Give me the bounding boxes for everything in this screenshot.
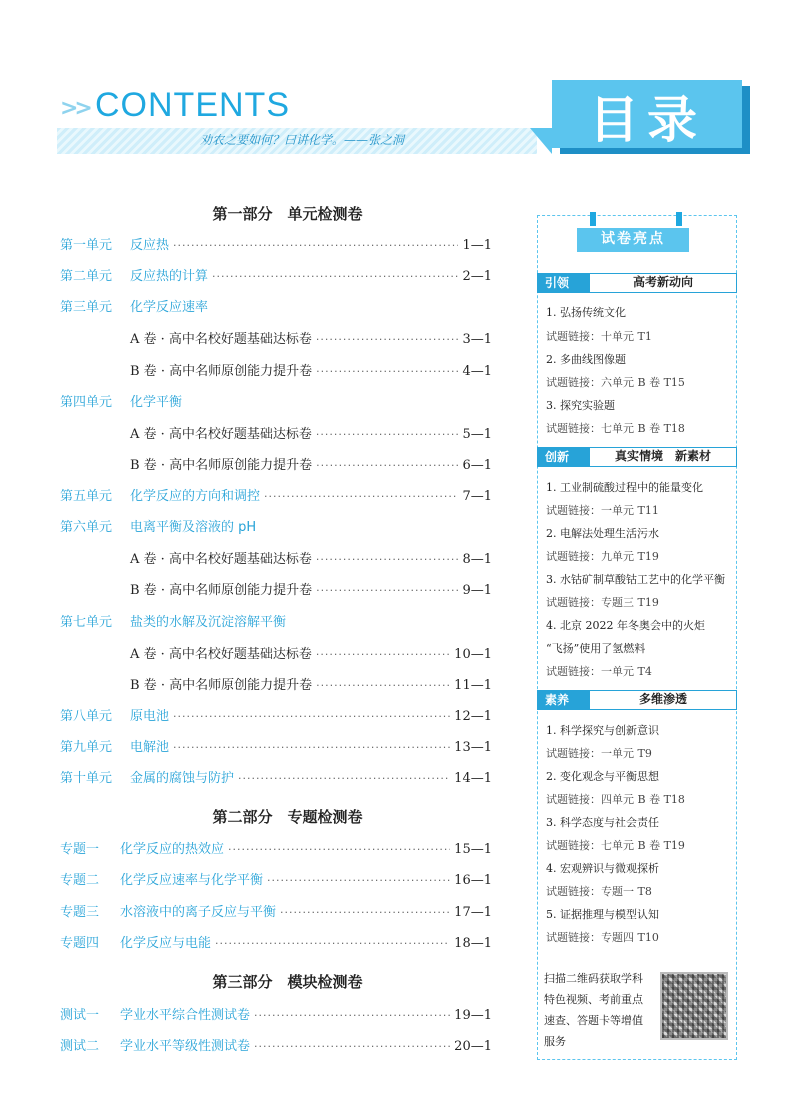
toc-row[interactable]	[60, 769, 492, 789]
toc-leader	[316, 550, 459, 570]
toc-unit: 专题三	[60, 905, 100, 920]
toc-page: 8—1	[462, 552, 492, 567]
qr-code-icon[interactable]	[660, 972, 728, 1040]
toc-title: 化学反应速率	[130, 300, 209, 315]
toc-page: 17—1	[454, 905, 492, 920]
highlight-item: 2. 变化观念与平衡思想	[546, 770, 659, 783]
contents-heading: CONTENTS	[95, 86, 290, 124]
group-heading: 真实情境 新素材	[589, 447, 737, 467]
toc-unit: 第六单元	[60, 520, 113, 535]
toc-unit: 第二单元	[60, 269, 113, 284]
toc-row[interactable]	[60, 393, 492, 413]
section-title-2: 第二部分 专题检测卷	[212, 808, 363, 826]
toc-title: 金属的腐蚀与防护	[130, 771, 235, 786]
qr-caption-line: 特色视频、考前重点	[544, 993, 643, 1006]
toc-leader	[316, 676, 450, 696]
highlight-item: “飞扬”使用了氢燃料	[546, 642, 646, 655]
group-tag: 引领	[537, 273, 589, 293]
toc-title: 反应热	[130, 238, 170, 253]
toc-title: 原电池	[130, 709, 170, 724]
toc-page: 12—1	[454, 709, 492, 724]
toc-page: 15—1	[454, 842, 492, 857]
toc-title: 电离平衡及溶液的 pH	[130, 520, 257, 535]
toc-title: B 卷 · 高中名师原创能力提升卷	[130, 458, 313, 473]
section-title-1: 第一部分 单元检测卷	[212, 205, 363, 223]
toc-leader	[173, 707, 450, 727]
toc-row[interactable]	[60, 934, 492, 954]
group-header-innovation	[537, 447, 737, 467]
toc-row[interactable]	[60, 738, 492, 758]
toc-row[interactable]	[60, 840, 492, 860]
toc-page: 3—1	[462, 332, 492, 347]
qr-caption	[544, 968, 656, 1052]
group-tag: 创新	[537, 447, 589, 467]
toc-row[interactable]	[60, 903, 492, 923]
toc-leader	[316, 330, 459, 350]
toc-row[interactable]	[60, 236, 492, 256]
toc-page: 18—1	[454, 936, 492, 951]
toc-unit: 第一单元	[60, 238, 113, 253]
toc-unit: 第三单元	[60, 300, 113, 315]
toc-page: 16—1	[454, 873, 492, 888]
highlight-link: 试题链接：专题三 T19	[546, 596, 659, 609]
highlight-item: 1. 弘扬传统文化	[546, 306, 626, 319]
toc-unit: 测试二	[60, 1039, 100, 1054]
toc-subrow[interactable]	[130, 550, 492, 570]
highlight-link: 试题链接：一单元 T9	[546, 747, 652, 760]
toc-title: 化学反应的方向和调控	[130, 489, 261, 504]
highlight-item: 3. 水钴矿制草酸钴工艺中的化学平衡	[546, 573, 725, 586]
toc-title: A 卷 · 高中名校好题基础达标卷	[130, 647, 312, 662]
highlight-link: 试题链接：一单元 T11	[546, 504, 659, 517]
toc-leader	[238, 769, 450, 789]
toc-title: 学业水平等级性测试卷	[120, 1039, 251, 1054]
toc-page: 9—1	[462, 583, 492, 598]
highlight-link: 试题链接：专题一 T8	[546, 885, 652, 898]
toc-title: 学业水平综合性测试卷	[120, 1008, 251, 1023]
toc-title: B 卷 · 高中名师原创能力提升卷	[130, 364, 313, 379]
header-arrows: >>	[60, 96, 89, 121]
toc-unit: 专题二	[60, 873, 100, 888]
highlight-item: 5. 证据推理与模型认知	[546, 908, 659, 921]
toc-subrow[interactable]	[130, 645, 492, 665]
highlight-item: 3. 科学态度与社会责任	[546, 816, 659, 829]
toc-leader	[316, 425, 459, 445]
toc-row[interactable]	[60, 487, 492, 507]
toc-row[interactable]	[60, 1006, 492, 1026]
toc-page: 6—1	[462, 458, 492, 473]
toc-leader	[264, 487, 458, 507]
toc-row[interactable]	[60, 1037, 492, 1057]
header-stripe-tail	[530, 128, 552, 154]
group-heading: 多维渗透	[589, 690, 737, 710]
highlight-link: 试题链接：四单元 B 卷 T18	[546, 793, 685, 806]
toc-subrow[interactable]	[130, 362, 492, 382]
group-header-literacy	[537, 690, 737, 710]
toc-page: 13—1	[454, 740, 492, 755]
toc-leader	[228, 840, 450, 860]
toc-page: 7—1	[462, 489, 492, 504]
highlight-item: 2. 多曲线图像题	[546, 353, 626, 366]
panel-pin-left	[590, 212, 596, 226]
highlight-link: 试题链接：十单元 T1	[546, 330, 652, 343]
toc-unit: 第九单元	[60, 740, 113, 755]
toc-unit: 测试一	[60, 1008, 100, 1023]
toc-title: 化学反应的热效应	[120, 842, 225, 857]
toc-subrow[interactable]	[130, 330, 492, 350]
qr-caption-line: 速查、答题卡等增值	[544, 1014, 643, 1027]
highlight-link: 试题链接：九单元 T19	[546, 550, 659, 563]
toc-subrow[interactable]	[130, 425, 492, 445]
toc-leader	[316, 362, 458, 382]
highlight-link: 试题链接：专题四 T10	[546, 931, 659, 944]
qr-caption-line: 服务	[544, 1035, 566, 1048]
toc-title: 电解池	[130, 740, 170, 755]
highlight-link: 试题链接：七单元 B 卷 T19	[546, 839, 685, 852]
toc-leader	[280, 903, 450, 923]
toc-page: 1—1	[462, 238, 492, 253]
toc-row[interactable]	[60, 298, 492, 318]
toc-leader	[215, 934, 450, 954]
toc-title: 水溶液中的离子反应与平衡	[120, 905, 277, 920]
toc-title: 化学平衡	[130, 395, 183, 410]
toc-unit: 第五单元	[60, 489, 113, 504]
highlight-link: 试题链接：六单元 B 卷 T15	[546, 376, 685, 389]
highlight-link: 试题链接：七单元 B 卷 T18	[546, 422, 685, 435]
toc-subrow[interactable]	[130, 676, 492, 696]
toc-title: 化学反应速率与化学平衡	[120, 873, 264, 888]
toc-leader	[316, 645, 450, 665]
group-tag: 素养	[537, 690, 589, 710]
highlight-link: 试题链接：一单元 T4	[546, 665, 652, 678]
highlight-item: 4. 北京 2022 年冬奥会中的火炬	[546, 619, 705, 632]
toc-leader	[267, 871, 450, 891]
toc-unit: 第十单元	[60, 771, 113, 786]
highlights-title: 试卷亮点	[577, 228, 689, 252]
highlight-item: 1. 工业制硫酸过程中的能量变化	[546, 481, 703, 494]
toc-row[interactable]	[60, 613, 492, 633]
toc-unit: 第七单元	[60, 615, 113, 630]
toc-leader	[212, 267, 458, 287]
toc-subrow[interactable]	[130, 581, 492, 601]
toc-title: 化学反应与电能	[120, 936, 212, 951]
toc-row[interactable]	[60, 871, 492, 891]
toc-row[interactable]	[60, 518, 492, 538]
panel-pin-right	[676, 212, 682, 226]
toc-row[interactable]	[60, 267, 492, 287]
toc-page: 11—1	[454, 678, 492, 693]
toc-page: 20—1	[454, 1039, 492, 1054]
toc-page: 4—1	[462, 364, 492, 379]
toc-unit: 专题一	[60, 842, 100, 857]
group-header-lead	[537, 273, 737, 293]
toc-title: A 卷 · 高中名校好题基础达标卷	[130, 552, 312, 567]
highlight-item: 4. 宏观辨识与微观探析	[546, 862, 659, 875]
toc-page: 2—1	[462, 269, 492, 284]
toc-unit: 第八单元	[60, 709, 113, 724]
highlight-item: 3. 探究实验题	[546, 399, 615, 412]
toc-subrow[interactable]	[130, 456, 492, 476]
toc-leader	[173, 236, 458, 256]
toc-leader	[254, 1037, 450, 1057]
toc-leader	[316, 456, 458, 476]
toc-title: 盐类的水解及沉淀溶解平衡	[130, 615, 287, 630]
toc-unit: 第四单元	[60, 395, 113, 410]
highlight-item: 2. 电解法处理生活污水	[546, 527, 659, 540]
group-heading: 高考新动向	[589, 273, 737, 293]
toc-title: B 卷 · 高中名师原创能力提升卷	[130, 583, 313, 598]
highlight-item: 1. 科学探究与创新意识	[546, 724, 659, 737]
toc-leader	[316, 581, 458, 601]
toc-title: A 卷 · 高中名校好题基础达标卷	[130, 427, 312, 442]
mulu-title: 目录	[589, 91, 705, 149]
toc-title: 反应热的计算	[130, 269, 209, 284]
toc-unit: 专题四	[60, 936, 100, 951]
toc-page: 10—1	[454, 647, 492, 662]
header-quote: 劝农之要如何？曰讲化学。——张之洞	[200, 133, 405, 147]
toc-page: 19—1	[454, 1008, 492, 1023]
toc-leader	[173, 738, 450, 758]
qr-caption-line: 扫描二维码获取学科	[544, 972, 643, 985]
toc-page: 14—1	[454, 771, 492, 786]
toc-leader	[254, 1006, 450, 1026]
toc-title: A 卷 · 高中名校好题基础达标卷	[130, 332, 312, 347]
section-title-3: 第三部分 模块检测卷	[212, 973, 363, 991]
toc-row[interactable]	[60, 707, 492, 727]
toc-title: B 卷 · 高中名师原创能力提升卷	[130, 678, 313, 693]
toc-page: 5—1	[462, 427, 492, 442]
